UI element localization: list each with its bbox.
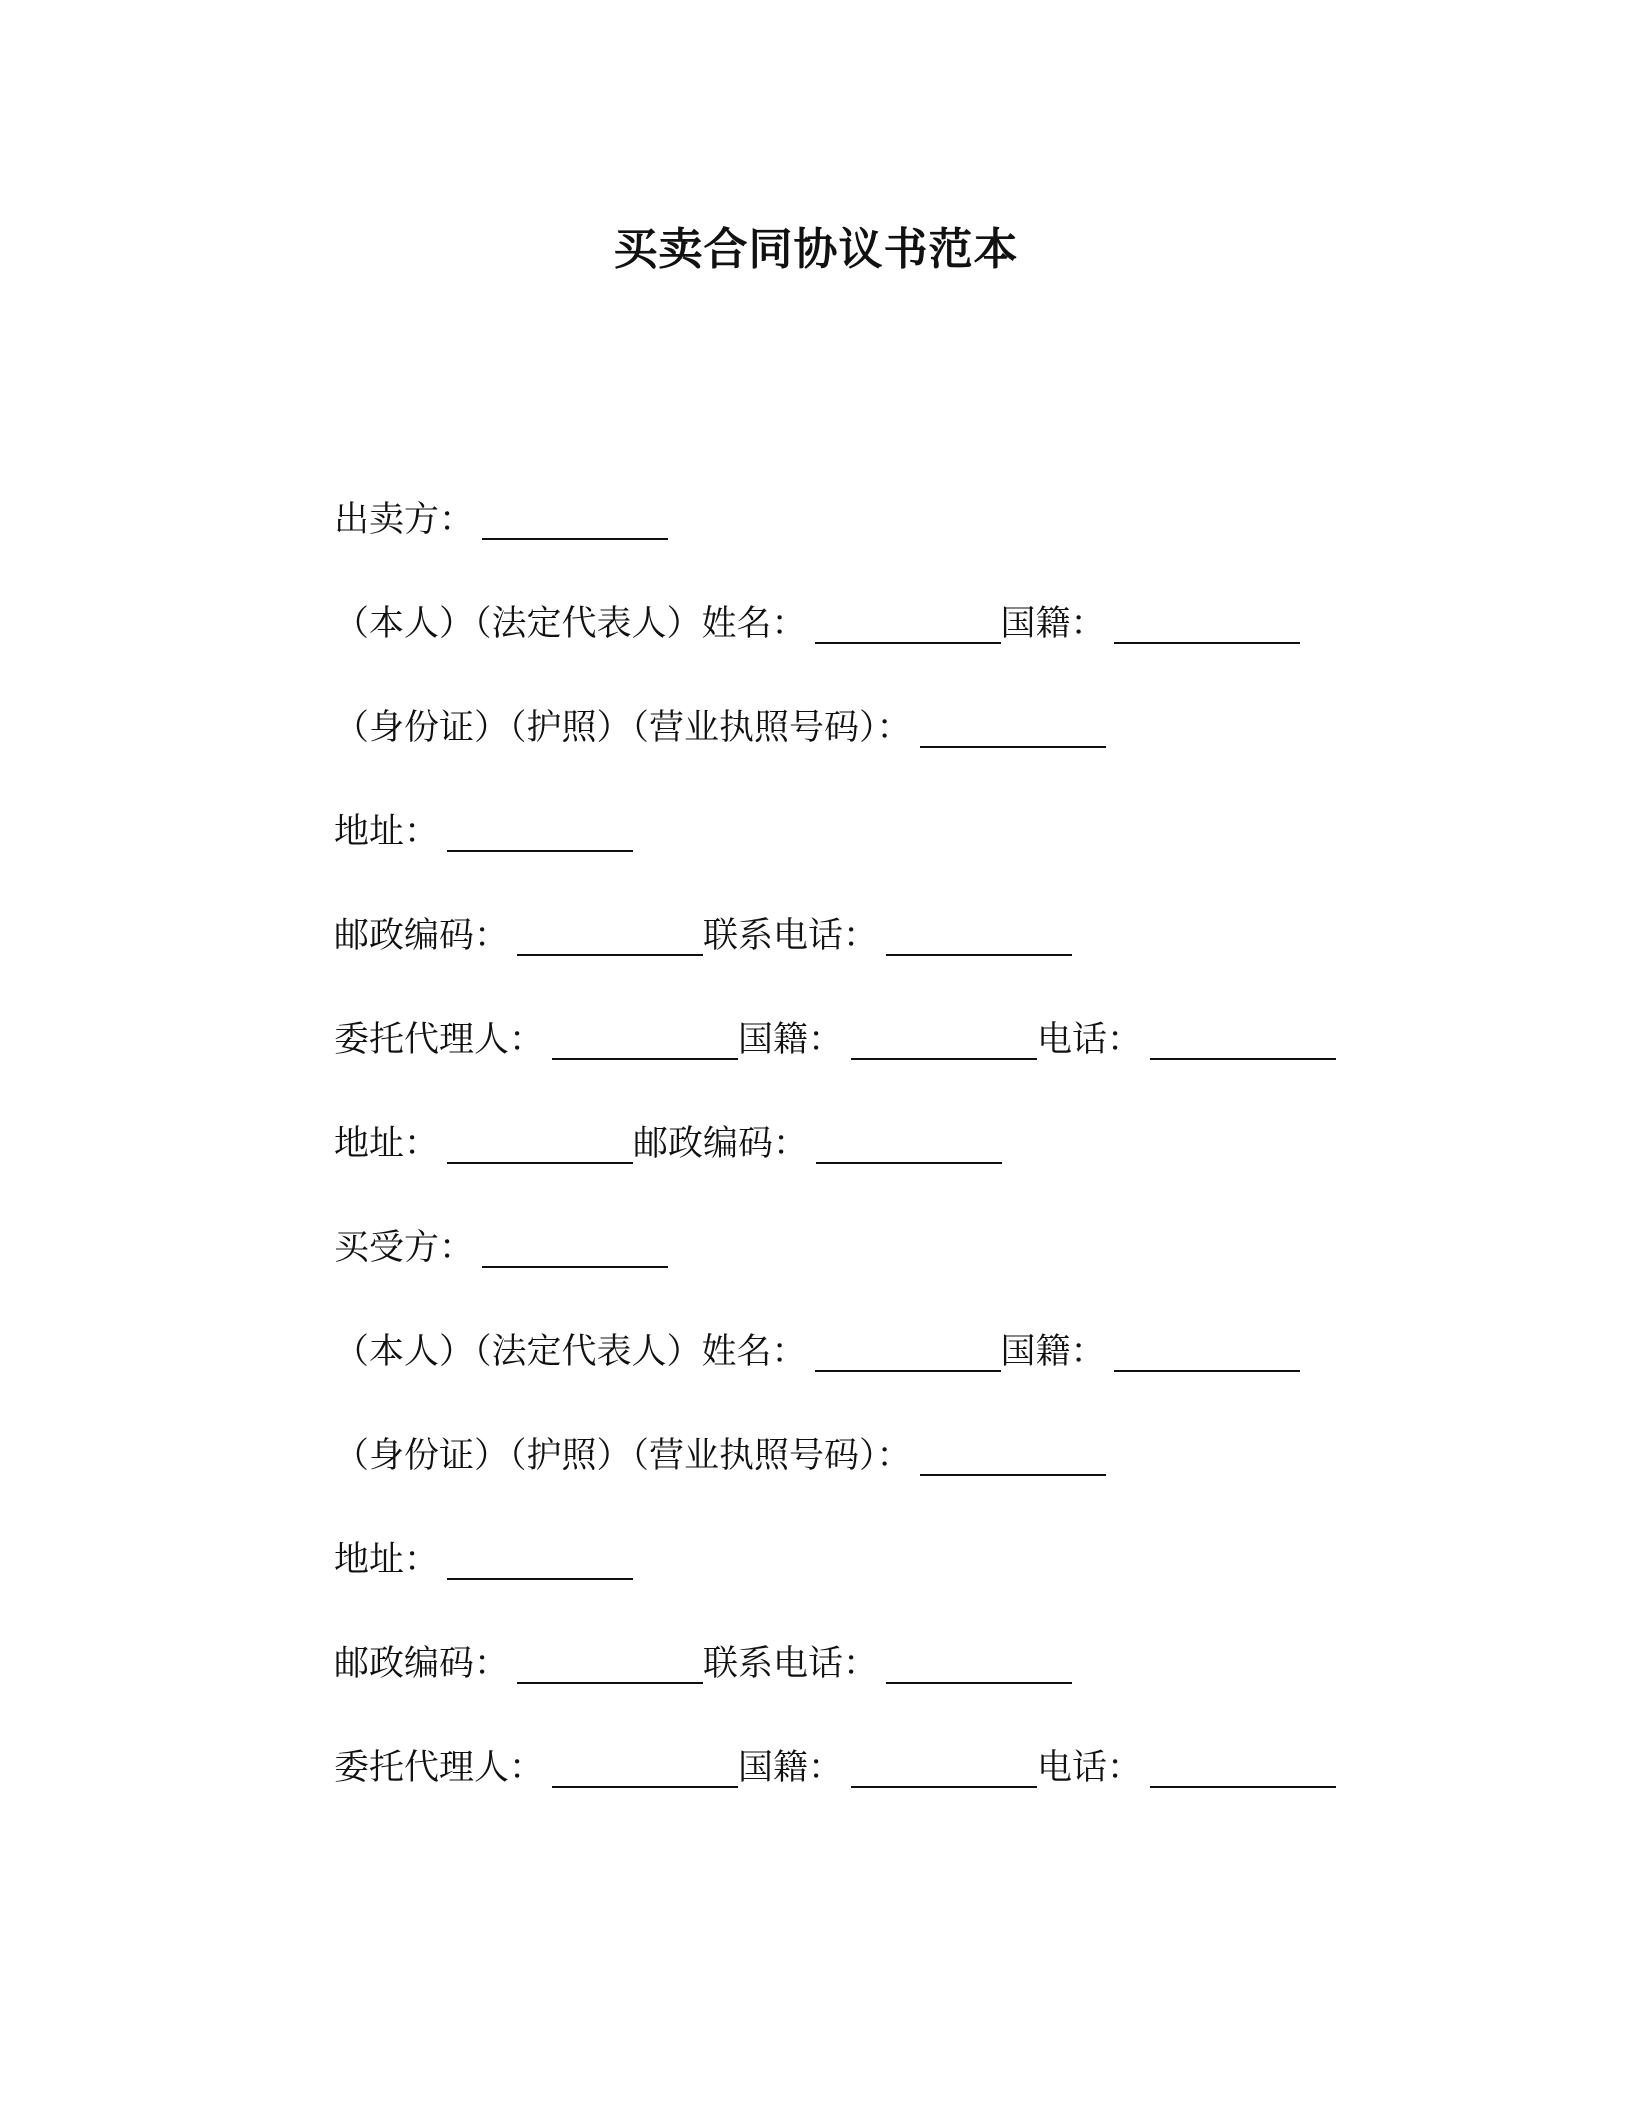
label-buyer-name: （本人）（法定代表人）姓名：	[334, 1332, 807, 1372]
blank-buyer-nationality[interactable]	[1114, 1334, 1300, 1372]
blank-seller-agent-postal-code[interactable]	[816, 1126, 1002, 1164]
blank-seller-name[interactable]	[815, 606, 1001, 644]
label-seller-address: 地址：	[334, 812, 440, 852]
form-row-buyer	[334, 1218, 1434, 1322]
blank-seller-agent-address[interactable]	[447, 1126, 633, 1164]
label-seller-postal-code: 邮政编码：	[334, 916, 510, 956]
form-row-buyer-agent	[334, 1738, 1434, 1842]
form-row-seller-postal-phone	[334, 906, 1434, 1010]
label-seller-nationality: 国籍：	[1000, 604, 1106, 644]
blank-buyer-agent-nationality[interactable]	[851, 1750, 1037, 1788]
blank-buyer-postal-code[interactable]	[517, 1646, 703, 1684]
blank-buyer-phone[interactable]	[886, 1646, 1072, 1684]
label-buyer-phone: 联系电话：	[703, 1644, 879, 1684]
blank-seller-postal-code[interactable]	[517, 918, 703, 956]
form-row-buyer-id	[334, 1426, 1434, 1530]
blank-seller-phone[interactable]	[886, 918, 1072, 956]
label-seller-agent-postal-code: 邮政编码：	[633, 1124, 809, 1164]
blank-buyer-id[interactable]	[920, 1438, 1106, 1476]
blank-buyer-name[interactable]	[815, 1334, 1001, 1372]
label-buyer-agent: 委托代理人：	[334, 1748, 545, 1788]
label-seller-agent-nationality: 国籍：	[738, 1020, 844, 1060]
form-row-seller-id	[334, 698, 1434, 802]
form-row-buyer-postal-phone	[334, 1634, 1434, 1738]
label-seller-agent-phone: 电话：	[1037, 1020, 1143, 1060]
blank-buyer-address[interactable]	[447, 1542, 633, 1580]
form-row-seller-agent	[334, 1010, 1434, 1114]
form-row-seller-name	[334, 594, 1434, 698]
blank-seller-nationality[interactable]	[1114, 606, 1300, 644]
label-seller-id: （身份证）（护照）（营业执照号码）：	[334, 708, 912, 748]
label-buyer-address: 地址：	[334, 1540, 440, 1580]
label-seller: 出卖方：	[334, 500, 475, 540]
document-title: 买卖合同协议书范本	[613, 224, 1019, 275]
blank-seller-agent-phone[interactable]	[1150, 1022, 1336, 1060]
blank-seller[interactable]	[482, 502, 668, 540]
label-buyer-postal-code: 邮政编码：	[334, 1644, 510, 1684]
blank-seller-agent[interactable]	[552, 1022, 738, 1060]
form-row-seller	[334, 490, 1434, 594]
form-row-buyer-address	[334, 1530, 1434, 1634]
label-seller-phone: 联系电话：	[703, 916, 879, 956]
label-buyer-agent-phone: 电话：	[1037, 1748, 1143, 1788]
party-info-form	[334, 490, 1434, 1842]
blank-buyer-agent[interactable]	[552, 1750, 738, 1788]
form-row-buyer-name	[334, 1322, 1434, 1426]
label-seller-agent: 委托代理人：	[334, 1020, 545, 1060]
label-buyer: 买受方：	[334, 1228, 475, 1268]
label-buyer-nationality: 国籍：	[1000, 1332, 1106, 1372]
label-buyer-agent-nationality: 国籍：	[738, 1748, 844, 1788]
blank-seller-id[interactable]	[920, 710, 1106, 748]
form-row-seller-address	[334, 802, 1434, 906]
label-buyer-id: （身份证）（护照）（营业执照号码）：	[334, 1436, 912, 1476]
blank-seller-agent-nationality[interactable]	[851, 1022, 1037, 1060]
label-seller-agent-address: 地址：	[334, 1124, 440, 1164]
blank-buyer-agent-phone[interactable]	[1150, 1750, 1336, 1788]
blank-seller-address[interactable]	[447, 814, 633, 852]
form-row-seller-agent-address	[334, 1114, 1434, 1218]
blank-buyer[interactable]	[482, 1230, 668, 1268]
label-seller-name: （本人）（法定代表人）姓名：	[334, 604, 807, 644]
